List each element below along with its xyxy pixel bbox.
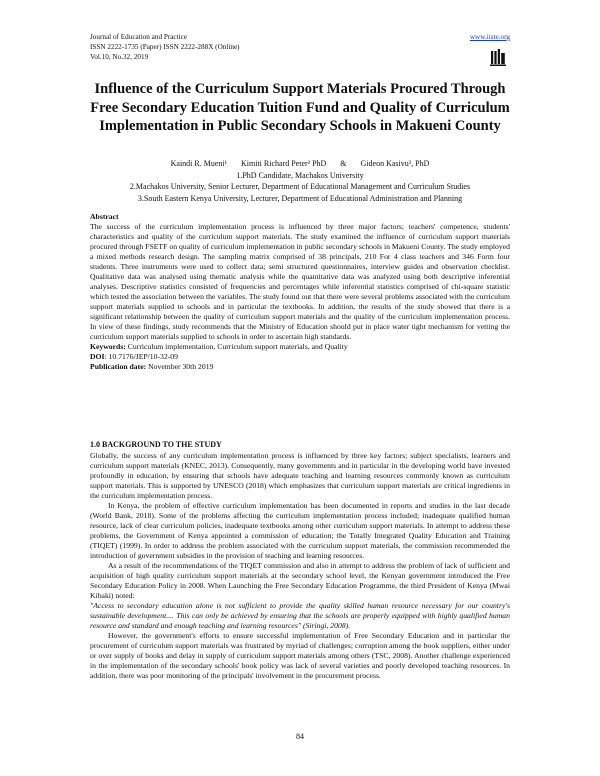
pubdate-label: Publication date: — [90, 362, 147, 371]
author-2: Kimiti Richard Peter² PhD — [241, 159, 327, 168]
abstract-section — [90, 212, 510, 372]
pubdate-value: November 30th 2019 — [146, 362, 214, 371]
journal-volume: Vol.10, No.32, 2019 — [90, 53, 149, 61]
doi-value: : 10.7176/JEP/10-32-09 — [104, 352, 178, 361]
author-ampersand: & — [340, 159, 347, 168]
affiliation-3: 3.South Eastern Kenya University, Lecturer, Department of Educational Administration and Planning — [137, 193, 463, 203]
keywords-label: Keywords: — [90, 342, 126, 351]
journal-url-link[interactable]: www.iiste.org — [469, 33, 510, 41]
section-heading: 1.0 BACKGROUND TO THE STUDY — [90, 440, 222, 449]
abstract-heading: Abstract — [90, 212, 119, 221]
page-number: 84 — [296, 732, 304, 741]
block-quote: "Access to secondary education alone is not sufficient to provide the quality skilled human resource necessary for our country's sustainable development.... This can only be achieved by ensuring that the schools are properly equipped with highly qualified human resource and standard and enough teaching and learning resources" (Siringi, 2008). — [90, 601, 510, 630]
paragraph-2: In Kenya, the problem of effective curriculum implementation has been documented in reports and studies in the last decade (World Bank, 2018). Some of the problems affecting the curriculum implementation process included; inadequate qualified human resource, lack of clear curriculum policies, inadequate textbooks among other curriculum support materials. In attempt to address these problems, the Government of Kenya appointed a commission of education; the Totally Integrated Quality Education and Training (TIQET) (1999). In order to address the problem associated with the curriculum support materials, the commission recommended the introduction of government subsidies in the provision of teaching and learning resources. — [90, 501, 510, 560]
paper-title: Influence of the Curriculum Support Materials Procured Through Free Secondary Education Tuition Fund and Quality of Curriculum Implementation in Public Secondary Schools in Makueni County — [90, 81, 510, 134]
journal-name: Journal of Education and Practice — [90, 33, 187, 41]
journal-header — [90, 32, 510, 62]
affiliation-2: 2.Machakos University, Senior Lecturer, Department of Educational Management and Curriculum Studies — [129, 182, 471, 191]
affiliation-1: 1.PhD Candidate, Machakos University — [236, 170, 364, 180]
paragraph-4: However, the government's efforts to ensure successful implementation of Free Secondary Education and in particular the procurement of curriculum support materials was frustrated by myriad of challenges; corruption among the book suppliers, either under or over supply of books and delay in supply of curriculum support materials among others (TSC, 2008). Another challenge experienced in the implementation of the secondary schools' book policy was lack of several varieties and poorly developed teaching resources. In addition, there was poor monitoring of the principals' involvement in the procurement process. — [90, 631, 510, 680]
iiste-logo — [490, 47, 506, 67]
doi-label: DOI — [90, 352, 105, 361]
paragraph-1: Globally, the success of any curriculum implementation process is influenced by three key factors; subject specialists, learners and curriculum support materials (KNEC, 2013). Consequently, many governments and in particular in the developing world have invested profoundly in education, by ensuring that schools have adequate teaching and learning resources commonly known as curriculum support materials. This is supported by UNESCO (2018) which emphasizes that curriculum support materials are critical ingredients in the curriculum implementation process. — [90, 451, 510, 500]
journal-issn: ISSN 2222-1735 (Paper) ISSN 2222-288X (Online) — [90, 43, 240, 51]
pubdate-line — [90, 362, 510, 372]
abstract-text: The success of the curriculum implementation process is influenced by three major factors; teachers' competence, students' characteristics and quality of the curriculum support materials. The study examined the influence of curriculum support materials procured through FSETF on quality of curriculum implementation in public secondary schools in Makueni County. The study employed a mixed methods research design. The sampling matrix comprised of 38 principals, 210 For 4 class teachers and 346 Form four students. Three instruments were used to collect data; semi structured questionnaires, interview guides and observation checklist. Qualitative data was analysed using thematic analysis while the quantitative data was analyzed using both descriptive inferential analyses. Descriptive statistics consisted of frequencies and percentages while inferential statistics comprised of chi-square statistic which tested the association between the variables. The study found out that there were several problems associated with the curriculum support materials supplied to schools and in particular the textbooks. In addition, the results of the study showed that there is a significant relationship between the quality of curriculum support materials and the quality of the curriculum implementation process. In view of these findings, study recommends that the Ministry of Education should put in place water tight mechanism for vetting the curriculum support materials supplied to schools in order to ascertain high standards. — [90, 222, 510, 341]
keywords-value: Curriculum implementation, Curriculum support materials, and Quality — [125, 342, 348, 351]
author-names — [60, 158, 540, 170]
doi-line — [90, 352, 510, 362]
author-3: Gideon Kasivu³, PhD — [360, 159, 430, 168]
author-block — [60, 158, 540, 204]
paragraph-3: As a result of the recommendations of the TIQET commission and also in attempt to address the problem of lack of sufficient and acquisition of high quality curriculum support materials at the secondary school level, the Kenyan government introduced the Free Secondary Education Policy in 2008. When Launching the Free Secondary Education Programme, the third President of Kenya (Mwai Kibaki) noted: — [90, 561, 510, 600]
section-body — [90, 451, 510, 681]
author-1: Kaindi R. Mueni¹ — [170, 159, 228, 168]
keywords-line — [90, 342, 510, 352]
